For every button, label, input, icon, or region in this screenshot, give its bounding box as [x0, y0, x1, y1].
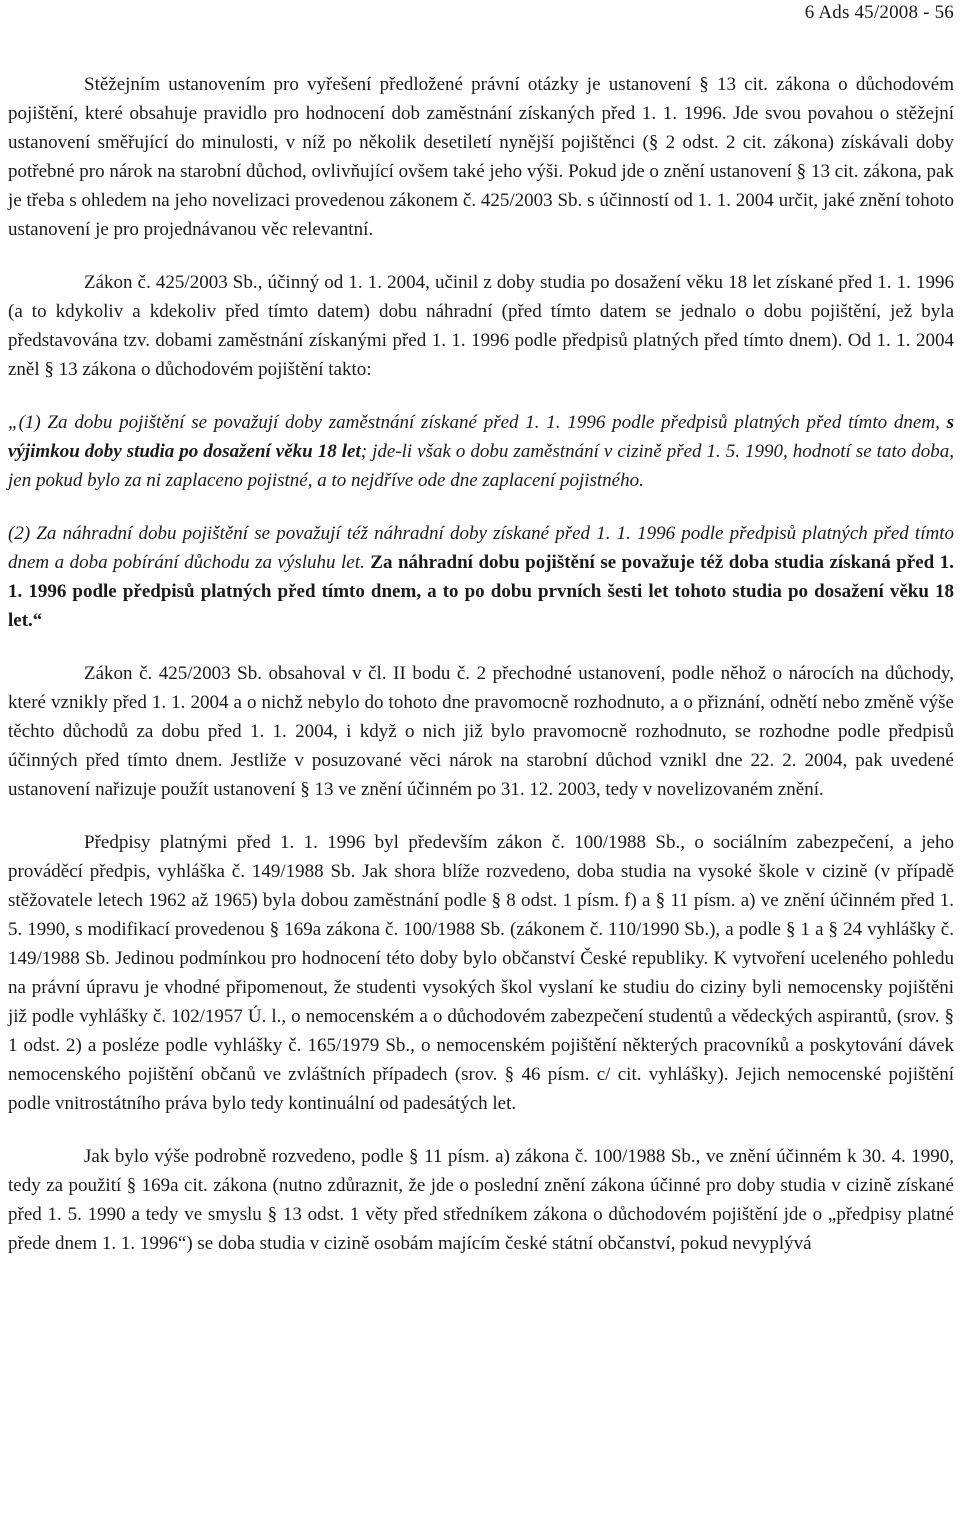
paragraph-key-provision: Stěžejním ustanovením pro vyřešení předložené právní otázky je ustanovení § 13 cit. zákona o důchodovém pojištění, které obsahuje pravidlo pro hodnocení dob zaměstnání získaných před 1. 1. 1996. Jde svou povahou o stěžejní ustanovení směřující do minulosti, v níž po několik desetiletí nynější pojištěnci (§ 2 odst. 2 cit. zákona) získávali doby potřebné pro nárok na starobní důchod, ovlivňující ovšem také jeho výši. Pokud jde o znění ustanovení § 13 cit. zákona, pak je třeba s ohledem na jeho novelizaci provedenou zákonem č. 425/2003 Sb. s účinností od 1. 1. 2004 určit, jaké znění tohoto ustanovení je pro projednávanou věc relevantní.	[8, 74, 954, 240]
quote-1-text-a: „(1) Za dobu pojištění se považují doby zaměstnání získané před 1. 1. 1996 podle předpisů platných před tímto dnem,	[8, 412, 947, 433]
quote-section-2	[8, 519, 954, 635]
quote-section-1	[8, 408, 954, 495]
quote-1-text-b: ; jde-li však o dobu zaměstnání v cizině před 1. 5. 1990, hodnotí se tato doba, jen pokud bylo za ni zaplaceno pojistné, a to nejdříve ode dne zaplacení pojistného.	[8, 441, 954, 491]
paragraph-prior-regulations: Předpisy platnými před 1. 1. 1996 byl především zákon č. 100/1988 Sb., o sociálním zabezpečení, a jeho prováděcí předpis, vyhláška č. 149/1988 Sb. Jak shora blíže rozvedeno, doba studia na vysoké škole v cizině (v případě stěžovatele letech 1962 až 1965) byla dobou zaměstnání podle § 8 odst. 1 písm. f) a § 11 písm. a) ve znění účinném před 1. 5. 1990, s modifikací provedenou § 169a zákona č. 100/1988 Sb. (zákonem č. 110/1990 Sb.), a podle § 1 a § 24 vyhlášky č. 149/1988 Sb. Jedinou podmínkou pro hodnocení této doby bylo občanství České republiky. K vytvoření uceleného pohledu na právní úpravu je vhodné připomenout, že studenti vysokých škol vyslaní ke studiu do ciziny byli nemocensky pojištěni již podle vyhlášky č. 102/1957 Ú. l., o nemocenském a o důchodovém zabezpečení studentů a vědeckých aspirantů, (srov. § 1 odst. 2) a posléze podle vyhlášky č. 165/1979 Sb., o nemocenském pojištění některých pracovníků a poskytování dávek nemocenského pojištění občanů ve zvláštních případech (srov. § 46 písm. c/ cit. vyhlášky). Jejich nemocenské pojištění podle vnitrostátního práva bylo tedy kontinuální od padesátých let.	[8, 832, 954, 1114]
quote-2-bold: Za náhradní dobu pojištění se považuje též doba studia získaná před 1. 1. 1996 podle předpisů platných před tímto dnem, a to po dobu prvních šesti let tohoto studia po dosažení věku 18 let.“	[8, 552, 954, 631]
case-number: 6 Ads 45/2008 - 56	[804, 2, 954, 23]
quote-2-text: (2) Za náhradní dobu pojištění se považují též náhradní doby získané před 1. 1. 1996 podle předpisů platných před tímto dnem a doba pobírání důchodu za výsluhu let.	[8, 523, 954, 573]
quote-1-bold: s výjimkou doby studia po dosažení věku 18 let	[8, 412, 954, 462]
paragraph-transitional: Zákon č. 425/2003 Sb. obsahoval v čl. II bodu č. 2 přechodné ustanovení, podle něhož o nárocích na důchody, které vznikly před 1. 1. 2004 a o nichž nebylo do tohoto dne pravomocně rozhodnuto, a o přiznání, odnětí nebo změně výše těchto důchodů za dobu před 1. 1. 2004, i když o nich již bylo pravomocně rozhodnuto, se rozhodne podle předpisů účinných před tímto dnem. Jestliže v posuzované věci nárok na starobní důchod vznikl dne 22. 2. 2004, pak uvedené ustanovení nařizuje použít ustanovení § 13 ve znění účinném po 31. 12. 2003, tedy v novelizovaném znění.	[8, 663, 954, 800]
paragraph-amendment: Zákon č. 425/2003 Sb., účinný od 1. 1. 2004, učinil z doby studia po dosažení věku 18 let získané před 1. 1. 1996 (a to kdykoliv a kdekoliv před tímto datem) dobu náhradní (před tímto datem se jednalo o dobu pojištění, jež byla představována tzv. dobami zaměstnání získanými před 1. 1. 1996 podle předpisů platných před tímto dnem). Od 1. 1. 2004 zněl § 13 zákona o důchodovém pojištění takto:	[8, 272, 954, 380]
document-body	[8, 70, 954, 1258]
paragraph-conclusion: Jak bylo výše podrobně rozvedeno, podle § 11 písm. a) zákona č. 100/1988 Sb., ve znění účinném k 30. 4. 1990, tedy za použití § 169a cit. zákona (nutno zdůraznit, že jde o poslední znění zákona účinné pro doby studia v cizině získané před 1. 5. 1990 a tedy ve smyslu § 13 odst. 1 věty před středníkem zákona o důchodovém pojištění jde o „předpisy platné přede dnem 1. 1. 1996“) se doba studia v cizině osobám majícím české státní občanství, pokud nevyplývá	[8, 1146, 954, 1254]
